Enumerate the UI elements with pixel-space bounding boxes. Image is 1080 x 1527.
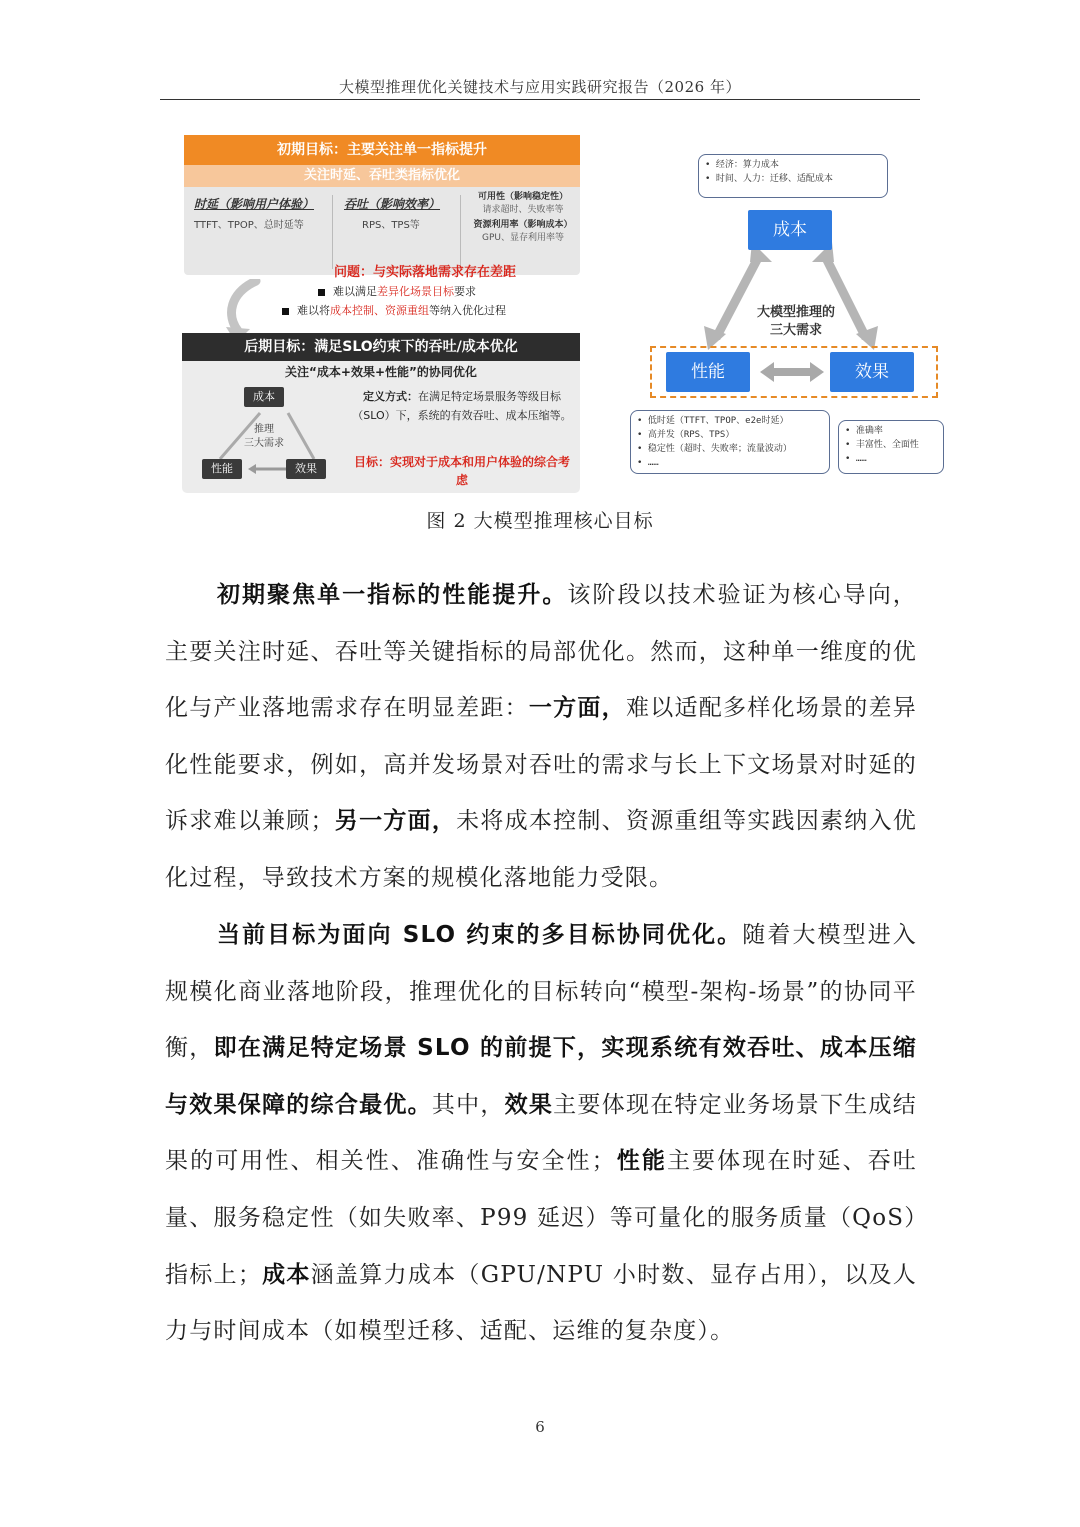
performance-box: 性能 — [666, 352, 750, 392]
metric-resource-title: 资源利用率（影响成本） — [473, 220, 573, 230]
page-number: 6 — [535, 1418, 545, 1436]
metric-latency-title: 时延（影响用户体验） — [194, 197, 315, 211]
metric-throughput-sub: RPS、TPS等 — [362, 220, 420, 231]
metric-resource-sub: GPU、显存利用率等 — [482, 233, 564, 243]
figure-caption: 图 2 大模型推理核心目标 — [426, 510, 654, 532]
definition-text: 定义方式：在满足特定场景服务等级目标（SLO）下，系统的有效吞吐、成本压缩等。 — [352, 390, 572, 422]
initial-goal-box — [184, 165, 580, 275]
metric-throughput — [344, 195, 454, 271]
running-header: 大模型推理优化关键技术与应用实践研究报告（2026 年） — [339, 78, 741, 96]
three-needs-label: 大模型推理的 三大需求 — [756, 305, 835, 338]
metric-availability-sub: 请求超时、失败率等 — [482, 205, 564, 215]
cost-box: 成本 — [748, 210, 832, 250]
square-bullet-icon — [318, 289, 325, 296]
initial-goal-banner: 初期目标：主要关注单一指标提升 — [184, 135, 580, 165]
metric-latency-sub: TTFT、TPOP、总时延等 — [194, 220, 304, 231]
tri-center-label: 推理 三大需求 — [244, 424, 284, 449]
metric-latency — [194, 195, 324, 271]
metric-availability-title: 可用性（影响稳定性） — [477, 192, 568, 202]
later-goal-box — [182, 361, 580, 493]
figure-right-panel — [628, 150, 944, 476]
effect-box: 效果 — [830, 352, 914, 392]
effect-detail-bubble: • 准确率 • 丰富性、全面性 • …… — [838, 420, 944, 474]
problem-item: 难以将成本控制、资源重组等纳入优化过程 — [270, 302, 580, 318]
figure-left-panel — [180, 133, 582, 495]
tri-effect-chip: 效果 — [286, 459, 326, 479]
problem-block — [270, 261, 580, 318]
problem-title: 问题：与实际落地需求存在差距 — [333, 265, 516, 280]
paragraph-initial-stage: 初期聚焦单一指标的性能提升。该阶段以技术验证为核心导向，主要关注时延、吞吐等关键指标的局部优化。然而，这种单一维度的优化与产业落地需求存在明显差距：一方面，难以适配多样化场景的差异化性能要求，例如，高并发场景对吞吐的需求与长上下文场景对时延的诉求难以兼顾；另一方面，未将成本控制、资源重组等实践因素纳入优化过程，导致技术方案的规模化落地能力受限。 — [165, 582, 917, 891]
cost-detail-bubble: • 经济：算力成本 • 时间、人力：迁移、适配成本 — [698, 154, 888, 198]
tri-perf-chip: 性能 — [202, 459, 242, 479]
later-goal-focus: 关注“成本+效果+性能”的协同优化 — [285, 365, 477, 379]
performance-detail-bubble: • 低时延（TTFT、TPOP、e2e时延） • 高并发（RPS、TPS） • 稳定性（超时、失败率；流量波动） • …… — [630, 410, 830, 474]
square-bullet-icon — [282, 308, 289, 315]
initial-goal-subtitle: 关注时延、吞吐类指标优化 — [184, 165, 580, 187]
column-divider — [460, 195, 461, 269]
tri-cost-chip: 成本 — [244, 387, 284, 407]
metric-availability-resource — [468, 189, 578, 265]
column-divider — [332, 195, 333, 269]
metric-throughput-title: 吞吐（影响效率） — [344, 197, 441, 211]
goal-text: 目标：实现对于成本和用户体验的综合考虑 — [353, 455, 570, 487]
later-goal-banner: 后期目标：满足SLO约束下的吞吐/成本优化 — [182, 333, 580, 361]
paragraph-current-stage: 当前目标为面向 SLO 约束的多目标协同优化。随着大模型进入规模化商业落地阶段，推理优化的目标转向“模型-架构-场景”的协同平衡，即在满足特定场景 SLO 的前提下，实现系统有效吞吐、成本压缩与效果保障的综合最优。其中，效果主要体现在特定业务场景下生成结果的可用性、相关性、准确性与安全性；性能主要体现在时延、吞吐量、服务稳定性（如失败率、P99 延迟）等可量化的服务质量（QoS）指标上；成本涵盖算力成本（GPU/NPU 小时数、显存占用），以及人力与时间成本（如模型迁移、适配、运维的复杂度）。 — [165, 922, 918, 1345]
problem-item: 难以满足差异化场景目标要求 — [270, 283, 580, 299]
header-rule — [160, 99, 920, 100]
